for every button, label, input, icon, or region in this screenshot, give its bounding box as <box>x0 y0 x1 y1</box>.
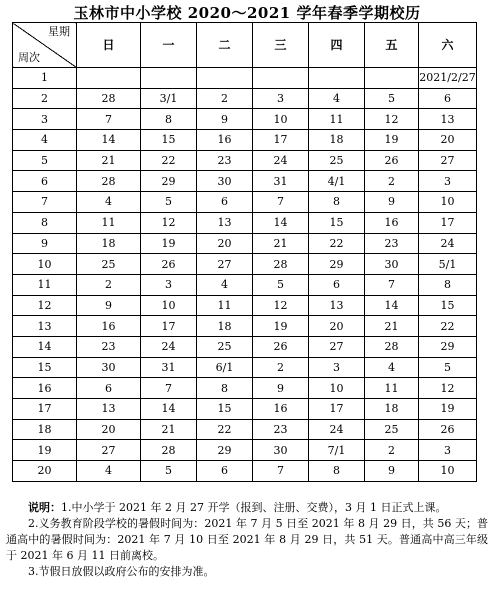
date-cell: 12 <box>253 295 309 316</box>
date-cell: 3/1 <box>141 88 197 109</box>
date-cell: 2 <box>365 171 419 192</box>
note-3: 3.节假日放假以政府公布的安排为准。 <box>28 565 215 578</box>
table-row <box>13 88 477 109</box>
date-cell: 9 <box>365 461 419 482</box>
date-cell: 25 <box>309 150 365 171</box>
date-cell <box>77 68 141 89</box>
date-cell: 16 <box>365 212 419 233</box>
date-cell: 15 <box>309 212 365 233</box>
date-cell: 20 <box>197 233 253 254</box>
date-cell: 17 <box>419 212 477 233</box>
date-cell: 5 <box>365 88 419 109</box>
date-cell: 5/1 <box>419 254 477 275</box>
date-cell: 12 <box>419 378 477 399</box>
table-row <box>13 357 477 378</box>
date-cell <box>141 68 197 89</box>
date-cell: 14 <box>365 295 419 316</box>
date-cell: 16 <box>197 130 253 151</box>
date-cell <box>197 68 253 89</box>
date-cell: 25 <box>77 254 141 275</box>
date-cell: 14 <box>141 399 197 420</box>
week-number-cell: 15 <box>13 357 77 378</box>
table-row <box>13 440 477 461</box>
date-cell: 28 <box>365 336 419 357</box>
date-cell: 30 <box>365 254 419 275</box>
date-cell: 19 <box>419 399 477 420</box>
day-header-sun: 日 <box>77 23 141 68</box>
header-row <box>13 23 477 68</box>
table-row <box>13 274 477 295</box>
date-cell: 12 <box>365 109 419 130</box>
date-cell: 5 <box>141 192 197 213</box>
date-cell: 26 <box>253 336 309 357</box>
date-cell: 20 <box>77 419 141 440</box>
page-title: 玉林市中小学校 2020～2021 学年春季学期校历 <box>73 4 421 22</box>
date-cell: 30 <box>197 171 253 192</box>
week-number-cell: 16 <box>13 378 77 399</box>
date-cell: 22 <box>419 316 477 337</box>
date-cell: 23 <box>365 233 419 254</box>
date-cell: 11 <box>365 378 419 399</box>
table-row <box>13 295 477 316</box>
date-cell: 7 <box>253 461 309 482</box>
date-cell: 14 <box>253 212 309 233</box>
table-row <box>13 130 477 151</box>
week-number-cell: 14 <box>13 336 77 357</box>
week-number-cell: 9 <box>13 233 77 254</box>
date-cell: 2021/2/27 <box>419 68 477 89</box>
date-cell: 13 <box>77 399 141 420</box>
week-number-cell: 1 <box>13 68 77 89</box>
date-cell: 28 <box>141 440 197 461</box>
date-cell: 18 <box>365 399 419 420</box>
table-row <box>13 336 477 357</box>
date-cell: 24 <box>141 336 197 357</box>
date-cell: 17 <box>141 316 197 337</box>
corner-cell <box>13 23 77 68</box>
note-1-text: 1.中小学于 2021 年 2 月 27 开学（报到、注册、交费），3 月 1 日正式上课。 <box>61 501 447 514</box>
date-cell: 3 <box>419 440 477 461</box>
date-cell: 23 <box>197 150 253 171</box>
date-cell: 2 <box>253 357 309 378</box>
table-row <box>13 399 477 420</box>
date-cell: 10 <box>419 192 477 213</box>
date-cell: 17 <box>253 130 309 151</box>
day-header-wed: 三 <box>253 23 309 68</box>
table-row <box>13 212 477 233</box>
date-cell: 2 <box>77 274 141 295</box>
date-cell: 19 <box>253 316 309 337</box>
date-cell: 7 <box>253 192 309 213</box>
corner-weekday-label: 星期 <box>48 25 70 38</box>
date-cell: 22 <box>197 419 253 440</box>
date-cell: 8 <box>197 378 253 399</box>
date-cell: 7/1 <box>309 440 365 461</box>
date-cell: 5 <box>141 461 197 482</box>
date-cell: 15 <box>141 130 197 151</box>
date-cell: 2 <box>197 88 253 109</box>
date-cell <box>253 68 309 89</box>
date-cell: 29 <box>419 336 477 357</box>
date-cell: 10 <box>141 295 197 316</box>
day-header-sat: 六 <box>419 23 477 68</box>
date-cell: 16 <box>77 316 141 337</box>
date-cell: 3 <box>253 88 309 109</box>
date-cell: 26 <box>365 150 419 171</box>
date-cell: 25 <box>365 419 419 440</box>
date-cell: 9 <box>365 192 419 213</box>
corner-week-label: 周次 <box>18 51 40 64</box>
date-cell <box>365 68 419 89</box>
week-number-cell: 8 <box>13 212 77 233</box>
date-cell: 16 <box>253 399 309 420</box>
date-cell: 6 <box>197 192 253 213</box>
date-cell: 25 <box>197 336 253 357</box>
note-2: 2.义务教育阶段学校的暑假时间为：2021 年 7 月 5 日至 2021 年 8 月 29 日，共 56 天；普通高中的暑假时间为：2021 年 7 月 10 日至 2021 年 8 月 29 日，共 51 天。普通高中高三年级于 2021 年 6 月 11 日前离校。 <box>6 517 488 562</box>
date-cell: 6 <box>77 378 141 399</box>
date-cell: 19 <box>365 130 419 151</box>
week-number-cell: 6 <box>13 171 77 192</box>
date-cell: 4 <box>77 461 141 482</box>
date-cell: 4/1 <box>309 171 365 192</box>
week-number-cell: 20 <box>13 461 77 482</box>
date-cell: 29 <box>141 171 197 192</box>
date-cell: 24 <box>309 419 365 440</box>
date-cell: 12 <box>141 212 197 233</box>
week-number-cell: 17 <box>13 399 77 420</box>
date-cell: 13 <box>309 295 365 316</box>
table-row <box>13 461 477 482</box>
date-cell: 8 <box>309 461 365 482</box>
week-number-cell: 18 <box>13 419 77 440</box>
date-cell: 3 <box>309 357 365 378</box>
date-cell: 26 <box>419 419 477 440</box>
date-cell: 21 <box>365 316 419 337</box>
date-cell: 18 <box>77 233 141 254</box>
date-cell: 19 <box>141 233 197 254</box>
date-cell: 21 <box>77 150 141 171</box>
date-cell: 4 <box>365 357 419 378</box>
date-cell: 15 <box>197 399 253 420</box>
date-cell: 13 <box>197 212 253 233</box>
table-row <box>13 419 477 440</box>
date-cell: 20 <box>419 130 477 151</box>
date-cell: 30 <box>77 357 141 378</box>
date-cell: 27 <box>197 254 253 275</box>
date-cell: 5 <box>253 274 309 295</box>
week-number-cell: 19 <box>13 440 77 461</box>
date-cell: 7 <box>77 109 141 130</box>
date-cell: 22 <box>141 150 197 171</box>
day-header-tue: 二 <box>197 23 253 68</box>
date-cell: 9 <box>77 295 141 316</box>
date-cell: 15 <box>419 295 477 316</box>
date-cell: 18 <box>309 130 365 151</box>
table-row <box>13 254 477 275</box>
date-cell: 28 <box>253 254 309 275</box>
date-cell: 4 <box>77 192 141 213</box>
note-1 <box>6 500 488 516</box>
date-cell: 20 <box>309 316 365 337</box>
date-cell: 8 <box>309 192 365 213</box>
date-cell: 8 <box>419 274 477 295</box>
date-cell: 21 <box>141 419 197 440</box>
week-number-cell: 13 <box>13 316 77 337</box>
week-number-cell: 3 <box>13 109 77 130</box>
table-row <box>13 316 477 337</box>
date-cell: 4 <box>197 274 253 295</box>
date-cell: 6 <box>419 88 477 109</box>
date-cell: 27 <box>77 440 141 461</box>
date-cell: 24 <box>253 150 309 171</box>
date-cell <box>309 68 365 89</box>
table-row <box>13 192 477 213</box>
date-cell: 13 <box>419 109 477 130</box>
date-cell: 7 <box>141 378 197 399</box>
date-cell: 3 <box>141 274 197 295</box>
day-header-fri: 五 <box>365 23 419 68</box>
week-number-cell: 5 <box>13 150 77 171</box>
calendar-body <box>13 68 477 482</box>
date-cell: 10 <box>309 378 365 399</box>
date-cell: 11 <box>197 295 253 316</box>
table-row <box>13 109 477 130</box>
day-header-thu: 四 <box>309 23 365 68</box>
date-cell: 9 <box>253 378 309 399</box>
date-cell: 29 <box>197 440 253 461</box>
date-cell: 22 <box>309 233 365 254</box>
date-cell: 18 <box>197 316 253 337</box>
school-calendar-table <box>12 22 477 482</box>
date-cell: 30 <box>253 440 309 461</box>
date-cell: 31 <box>253 171 309 192</box>
week-number-cell: 11 <box>13 274 77 295</box>
date-cell: 23 <box>77 336 141 357</box>
week-number-cell: 10 <box>13 254 77 275</box>
date-cell: 9 <box>197 109 253 130</box>
date-cell: 27 <box>419 150 477 171</box>
date-cell: 10 <box>419 461 477 482</box>
date-cell: 31 <box>141 357 197 378</box>
date-cell: 2 <box>365 440 419 461</box>
notes-label: 说明： <box>28 501 61 514</box>
date-cell: 3 <box>419 171 477 192</box>
date-cell: 17 <box>309 399 365 420</box>
week-number-cell: 2 <box>13 88 77 109</box>
date-cell: 6 <box>197 461 253 482</box>
date-cell: 26 <box>141 254 197 275</box>
date-cell: 6 <box>309 274 365 295</box>
table-row <box>13 150 477 171</box>
table-row <box>13 233 477 254</box>
date-cell: 23 <box>253 419 309 440</box>
week-number-cell: 7 <box>13 192 77 213</box>
date-cell: 11 <box>77 212 141 233</box>
date-cell: 24 <box>419 233 477 254</box>
table-row <box>13 171 477 192</box>
date-cell: 29 <box>309 254 365 275</box>
date-cell: 27 <box>309 336 365 357</box>
date-cell: 5 <box>419 357 477 378</box>
date-cell: 6/1 <box>197 357 253 378</box>
date-cell: 11 <box>309 109 365 130</box>
date-cell: 7 <box>365 274 419 295</box>
date-cell: 21 <box>253 233 309 254</box>
week-number-cell: 4 <box>13 130 77 151</box>
table-row <box>13 378 477 399</box>
date-cell: 28 <box>77 88 141 109</box>
day-header-mon: 一 <box>141 23 197 68</box>
date-cell: 8 <box>141 109 197 130</box>
date-cell: 4 <box>309 88 365 109</box>
date-cell: 10 <box>253 109 309 130</box>
notes-section <box>6 500 488 580</box>
date-cell: 14 <box>77 130 141 151</box>
date-cell: 28 <box>77 171 141 192</box>
table-row <box>13 68 477 89</box>
week-number-cell: 12 <box>13 295 77 316</box>
